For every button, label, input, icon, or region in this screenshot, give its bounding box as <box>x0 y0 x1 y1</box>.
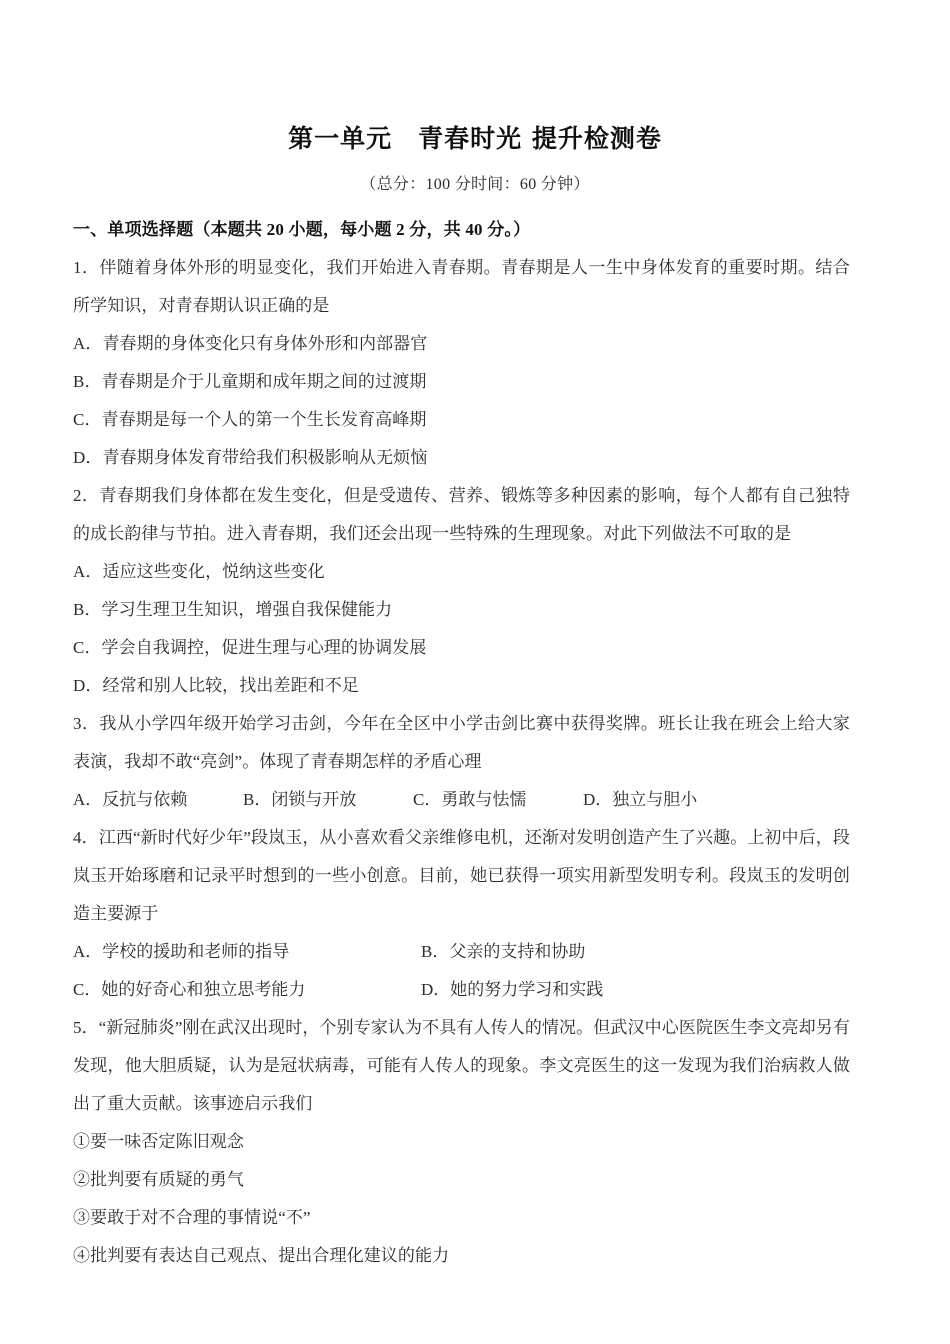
question-4-option-d[interactable]: D．她的努力学习和实践 <box>421 980 604 999</box>
question-4-option-b[interactable]: B．父亲的支持和协助 <box>421 942 586 961</box>
question-1-option-a[interactable]: A．青春期的身体变化只有身体外形和内部器官 <box>73 334 428 353</box>
question-1-option-b[interactable]: B．青春期是介于儿童期和成年期之间的过渡期 <box>73 372 427 391</box>
question-3-option-b[interactable]: B．闭锁与开放 <box>243 790 357 809</box>
question-5-statement-1[interactable]: ①要一味否定陈旧观念 <box>73 1132 244 1151</box>
question-2-option-a[interactable]: A．适应这些变化，悦纳这些变化 <box>73 562 325 581</box>
question-3-option-c[interactable]: C．勇敢与怯懦 <box>413 790 527 809</box>
section-heading-multiple-choice: 一、单项选择题（本题共 20 小题，每小题 2 分，共 40 分。） <box>73 220 531 239</box>
question-1 <box>73 249 850 477</box>
question-4-options-row-2 <box>73 971 850 1009</box>
question-3 <box>73 705 850 819</box>
page-bottom-whitespace <box>73 1275 850 1344</box>
question-2-stem: 2．青春期我们身体都在发生变化，但是受遗传、营养、锻炼等多种因素的影响，每个人都有自己独特的成长韵律与节拍。进入青春期，我们还会出现一些特殊的生理现象。对此下列做法不可取的是 <box>73 486 850 543</box>
paper-body <box>0 197 950 1344</box>
question-4 <box>73 819 850 1009</box>
page-subtitle: （总分：100 分时间：60 分钟） <box>360 176 590 193</box>
question-3-stem: 3．我从小学四年级开始学习击剑，今年在全区中小学击剑比赛中获得奖牌。班长让我在班会上给大家表演，我却不敢“亮剑”。体现了青春期怎样的矛盾心理 <box>73 714 850 771</box>
question-3-options-row <box>73 781 850 819</box>
question-4-option-a[interactable]: A．学校的援助和老师的指导 <box>73 942 290 961</box>
page-title: 第一单元 青春时光 提升检测卷 <box>288 124 662 153</box>
question-5-statement-2[interactable]: ②批判要有质疑的勇气 <box>73 1170 244 1189</box>
question-5-statement-4[interactable]: ④批判要有表达自己观点、提出合理化建议的能力 <box>73 1246 450 1265</box>
question-5-statement-3[interactable]: ③要敢于对不合理的事情说“不” <box>73 1208 311 1227</box>
question-2-option-d[interactable]: D．经常和别人比较，找出差距和不足 <box>73 676 359 695</box>
question-3-option-a[interactable]: A．反抗与依赖 <box>73 790 188 809</box>
question-5-stem: 5．“新冠肺炎”刚在武汉出现时，个别专家认为不具有人传人的情况。但武汉中心医院医生李文亮却另有发现，他大胆质疑，认为是冠状病毒，可能有人传人的现象。李文亮医生的这一发现为我们治病救人做出了重大贡献。该事迹启示我们 <box>73 1018 850 1113</box>
question-3-option-d[interactable]: D．独立与胆小 <box>583 790 698 809</box>
question-1-option-c[interactable]: C．青春期是每一个人的第一个生长发育高峰期 <box>73 410 427 429</box>
question-2-option-b[interactable]: B．学习生理卫生知识，增强自我保健能力 <box>73 600 393 619</box>
question-4-option-c[interactable]: C．她的好奇心和独立思考能力 <box>73 980 306 999</box>
question-2-option-c[interactable]: C．学会自我调控，促进生理与心理的协调发展 <box>73 638 427 657</box>
question-5 <box>73 1009 850 1275</box>
question-1-stem: 1．伴随着身体外形的明显变化，我们开始进入青春期。青春期是人一生中身体发育的重要时期。结合所学知识，对青春期认识正确的是 <box>73 258 850 315</box>
question-1-option-d[interactable]: D．青春期身体发育带给我们积极影响从无烦恼 <box>73 448 428 467</box>
question-4-options-row-1 <box>73 933 850 971</box>
question-4-stem: 4．江西“新时代好少年”段岚玉，从小喜欢看父亲维修电机，还渐对发明创造产生了兴趣。上初中后，段岚玉开始琢磨和记录平时想到的一些小创意。目前，她已获得一项实用新型发明专利。段岚玉的发明创造主要源于 <box>73 828 850 923</box>
question-2 <box>73 477 850 705</box>
